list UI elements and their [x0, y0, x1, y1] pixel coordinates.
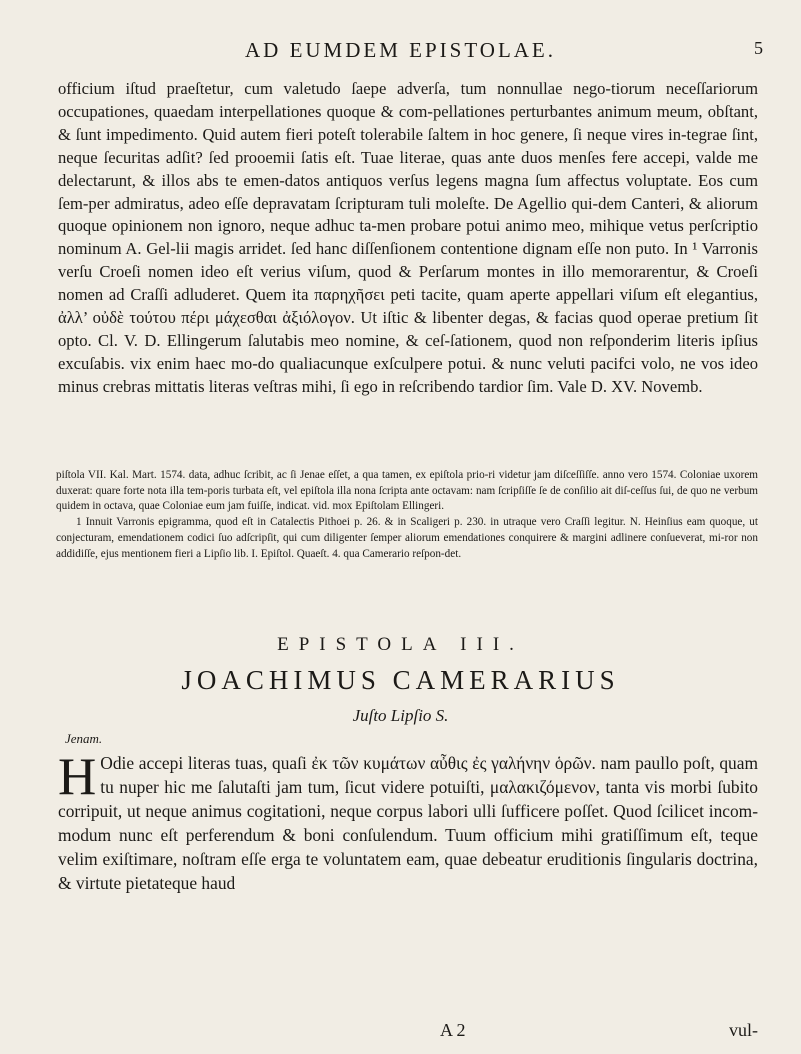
note-intro: piſtola VII. Kal. Mart. 1574. data, adhuc ſcribit, ac ſi Jenae eſſet, a qua tamen, ex epiſtola prio-ri videtur jam diſceſſiſſe. anno vero 1574. Coloniae uxorem duxerat: quare forte nota illa tem-poris turbata eſt, vel epiſtola illa nona ſcripta ante octavam: nam ſcripſiſſe ſe de conſilio ait diſ-ceſſus ſui, de quo ne verbum quidem in octava, quae Coloniae eum jam fuiſſe, indicat. vid. mox Epiſtolam Ellingeri.: [56, 469, 758, 513]
destination-place: Jenam.: [65, 731, 103, 746]
body-paragraph: officium iſtud praeſtetur, cum valetudo ſaepe adverſa, tum nonnullae nego-tiorum neceſſariorum occupationes, quaedam interpellationes quoque & com-pellationes perturbantes animum meum, obſtant, & ſunt impedimento. Quid autem fieri poteſt tolerabile ſaltem in hoc genere, ſi neque vires in-tegrae ſint, neque ſecuritas adſit? ſed prooemii ſatis eſt. Tuae literae, quas ante duos menſes fere accepi, valde me delectarunt, & illos abs te emen-datos antiquos verſus legens magna ſum affectus voluptate. Eos cum ſem-per admiratus, adeo eſſe depravatam ſcripturam tuli moleſte. De Agellio qui-dem Canteri, & aliorum quoque opinionem non ignoro, neque adhuc ta-men probare potui animo meo, mihique vetus perſcriptio nominum A. Gel-lii magis arridet. ſed hanc diſſenſionem contentione dignam eſſe non puto. In ¹ Varronis verſu Croeſi nomen ideo eſt verius viſum, quod & Perſarum montes in illo memorarentur, & Croeſi nomen ad Craſſi adluderet. Quem ita παρηχῆσει peti tacite, quam aperte appellari viſum eſt elegantius, ἀλλ’ οὐδὲ τούτου πέρι μάχεσθαι ἀξιόλογον. Ut iſtic & libenter degas, & facias quod operae pretium ſit opto. Cl. V. D. Ellingerum ſalutabis meo nomine, & ceſ-ſationem, quod non reſponderim literis ipſius excuſabis. vix enim haec mo-do qualiacunque exſculpere potui. & nunc veluti pacifci volo, ne vos ideo minus crebras mittatis literas veſtras mihi, ſi ego in reſcribendo tardior ſim. Vale D. XV. Novemb.: [58, 79, 758, 396]
drop-cap: H: [58, 748, 97, 806]
epistle-body: [58, 748, 758, 895]
signature-mark: A 2: [440, 1020, 466, 1040]
running-header: [0, 38, 801, 68]
editor-notes: [56, 468, 758, 562]
epistle-heading: EPISTOLA III.: [277, 634, 524, 655]
letter-continuation: [58, 78, 758, 399]
salutation: Juſto Lipſio S.: [352, 706, 449, 725]
epistle-text: Odie accepi literas tuas, quaſi ἐκ τῶν κυμάτων αὖθις ἐς γαλήνην ὁρῶν. nam paullo poſt, quam tu nuper hic me ſalutaſti jam tum, ſicut videre potuiſti, μαλακιζόμενον, tanta vis morbi ſubito corripuit, ut neque animus cogitationi, neque corpus labori ulli ſufficere poſſet. Quod ſcilicet incom-modum nunc eſt perferendum & boni conſulendum. Tuum officium mihi gratiſſimum eſt, teque velim exiſtimare, noſtram eſſe erga te voluntatem eam, quae debeatur eruditionis ſingularis doctrina, & virtute pietateque haud: [58, 753, 758, 893]
author-name: JOACHIMUS CAMERARIUS: [181, 665, 620, 695]
page-footer: [58, 1020, 758, 1044]
running-title: AD EUMDEM EPISTOLAE.: [244, 38, 557, 62]
footnote-1: 1 Innuit Varronis epigramma, quod eſt in Catalectis Pithoei p. 26. & in Scaligeri p. 230. in utraque vero Craſſi legitur. N. Heinſius eam quoque, ut conjecturam, emendationem codici ſuo adſcripſit, qui cum diligenter ſemper aliorum emendationes conquirere & margini adlinere conſueverat, mi-ror non addidiſſe, ejus mentionem fieri a Lipſio lib. I. Epiſtol. Quaeſt. 4. qua Camerario reſpon-det.: [56, 516, 758, 560]
catchword: vul-: [729, 1020, 758, 1040]
page-number: 5: [754, 38, 766, 58]
